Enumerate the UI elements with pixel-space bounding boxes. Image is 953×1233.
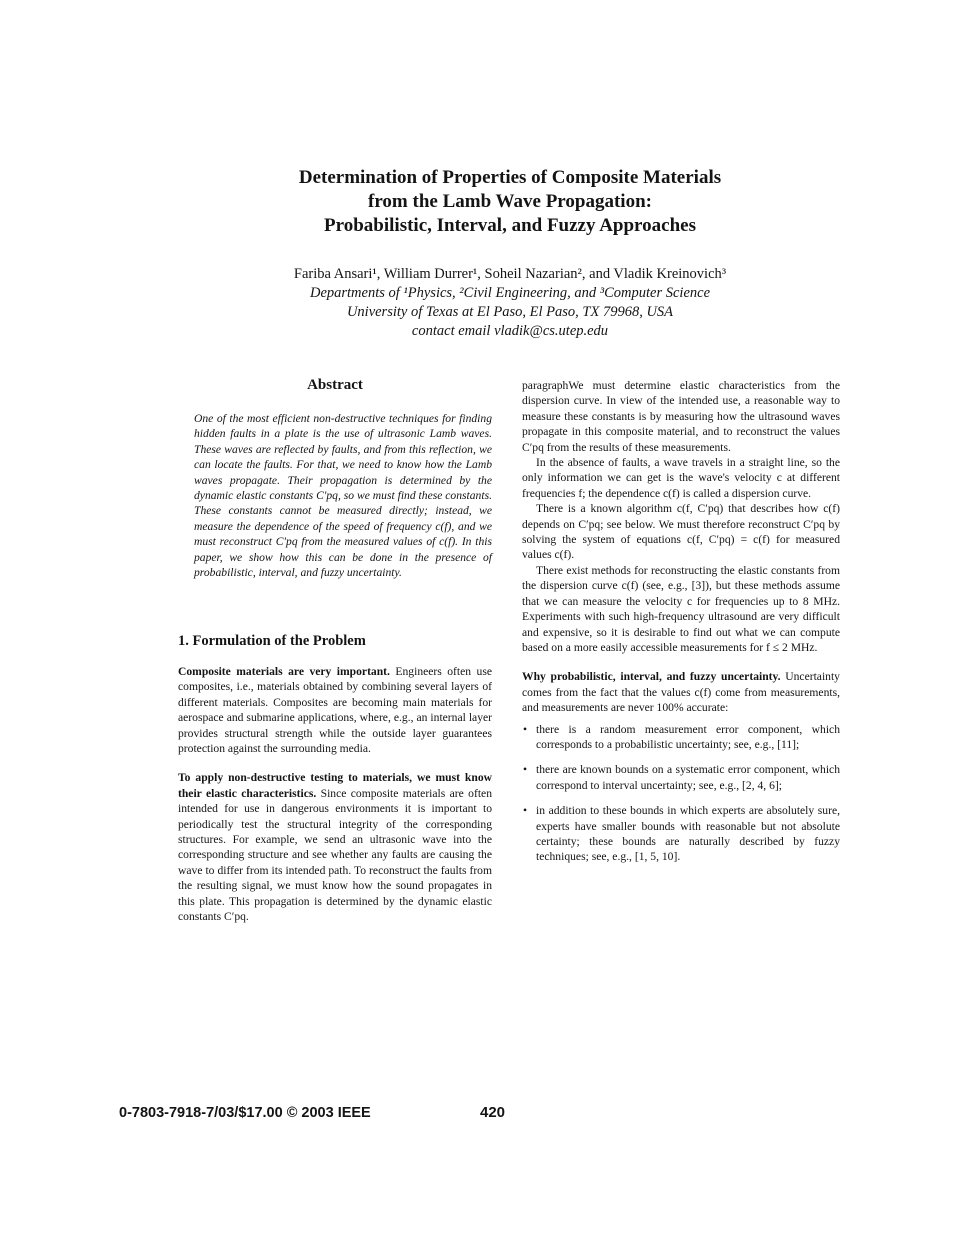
title-line-1: Determination of Properties of Composite Materials	[298, 167, 722, 188]
run-in-heading: To apply non-destructive testing to materials, we must know their elastic characteristics.	[178, 771, 492, 800]
paragraph-text: Uncertainty comes from the fact that the values c(f) come from measurements, and measurements are never 100% accurate:	[522, 670, 840, 715]
algorithm-paragraph: There is a known algorithm c(f, C′pq) that describes how c(f) depends on C′pq; see below. We must therefore reconstruct C′pq by solving the system of equations c(f, C′pq) = c(f) for measured values c(f).	[522, 502, 840, 562]
title-line-3: Probabilistic, Interval, and Fuzzy Approaches	[324, 215, 696, 236]
section-1	[178, 632, 492, 925]
abstract-text: One of the most efficient non-destructive techniques for finding hidden faults in a plate is the use of ultrasonic Lamb waves. These waves are reflected by faults, and from this reflection, we can locate the faults. For that, we need to know how the Lamb waves propagate. Their propagation is determined by the dynamic elastic constants C′pq, so we must find these constants. These constants cannot be measured directly; instead, we measure the dependence of the speed of frequency c(f), and we must reconstruct C′pq from the measured values of c(f). In this paper, we show how this can be done in the presence of probabilistic, interval, and fuzzy uncertainty.	[194, 412, 492, 580]
paragraph-text: Since composite materials are often intended for use in dangerous environments it is important to periodically test the structural integrity of the corresponding structures. For example, we send an ultrasonic wave into the corresponding structure and see whether any faults are causing the wave to differ from its intended path. To reconstruct the faults from the resulting signal, we must know how the sound propagates in this plate. This propagation is determined by the dynamic elastic constants C′pq.	[178, 786, 492, 924]
section-1-paragraph-1	[178, 664, 492, 756]
uncertainty-list	[522, 722, 840, 865]
contact-email: contact email vladik@cs.utep.edu	[411, 323, 609, 339]
author-block	[180, 265, 840, 341]
footer-isbn: 0-7803-7918-7/03/$17.00 © 2003 IEEE	[119, 1105, 371, 1121]
bullet-icon: •	[523, 763, 528, 777]
authors-line: Fariba Ansari¹, William Durrer¹, Soheil Nazarian², and Vladik Kreinovich³	[293, 266, 727, 282]
faults-paragraph: In the absence of faults, a wave travels in a straight line, so the only information we can get is the wave's velocity c at different frequencies f; the dependence c(f) is called a dispersion curve.	[522, 456, 840, 500]
list-item-text: in addition to these bounds in which experts are absolutely sure, experts have smaller bounds with reasonable but not absolute certainty; these bounds are naturally described by fuzzy techniques; see, e.g., [1, 5, 10].	[536, 804, 840, 864]
run-in-heading: Why probabilistic, interval, and fuzzy uncertainty.	[522, 670, 781, 684]
list-item	[523, 803, 840, 865]
section-1-paragraph-2	[178, 770, 492, 924]
methods-paragraph: There exist methods for reconstructing the elastic constants from the dispersion curve c(f) (see, e.g., [3]), but these methods assume that we can measure the velocity c for frequencies up to 8 MHz. Experiments with such high-frequency ultrasound are very difficult and expensive, so it is desirable to find out what we can compute based on a more easily accessible measurements for f ≤ 2 MHz.	[522, 563, 840, 654]
page-number: 420	[480, 1104, 506, 1121]
list-item-text: there are known bounds on a systematic error component, which correspond to interval uncertainty; see, e.g., [2, 4, 6];	[536, 763, 840, 792]
right-column	[522, 378, 840, 875]
uncertainty-paragraph	[522, 669, 840, 715]
paper-title	[180, 166, 840, 238]
list-item	[523, 722, 840, 753]
affiliation-departments: Departments of ¹Physics, ²Civil Engineering, and ³Computer Science	[309, 285, 711, 301]
paragraph-text: Engineers often use composites, i.e., materials obtained by combining several layers of different materials. Composites are becoming main materials for aerospace and submarine applications, where, e.g., an internal layer provides structural strength while the outside layer guarantees protection against the surrounding media.	[178, 665, 492, 756]
list-item	[523, 762, 840, 793]
section-1-heading: 1. Formulation of the Problem	[178, 633, 366, 649]
left-column	[178, 376, 492, 580]
list-item-text: there is a random measurement error component, which corresponds to a probabilistic uncertainty; see, e.g., [11];	[536, 722, 840, 751]
abstract-heading: Abstract	[307, 377, 363, 393]
run-in-heading: Composite materials are very important.	[178, 665, 390, 678]
bullet-icon: •	[523, 722, 528, 736]
bullet-icon: •	[523, 804, 528, 818]
affiliation-university: University of Texas at El Paso, El Paso, TX 79968, USA	[346, 304, 674, 320]
title-line-2: from the Lamb Wave Propagation:	[368, 191, 652, 212]
dispersion-paragraph: paragraphWe must determine elastic characteristics from the dispersion curve. In view of the intended use, a reasonable way to measure these constants is by measuring how the ultrasound waves propagate in this composite material, and to reconstruct the values C′pq from the results of these measurements.	[522, 379, 840, 454]
